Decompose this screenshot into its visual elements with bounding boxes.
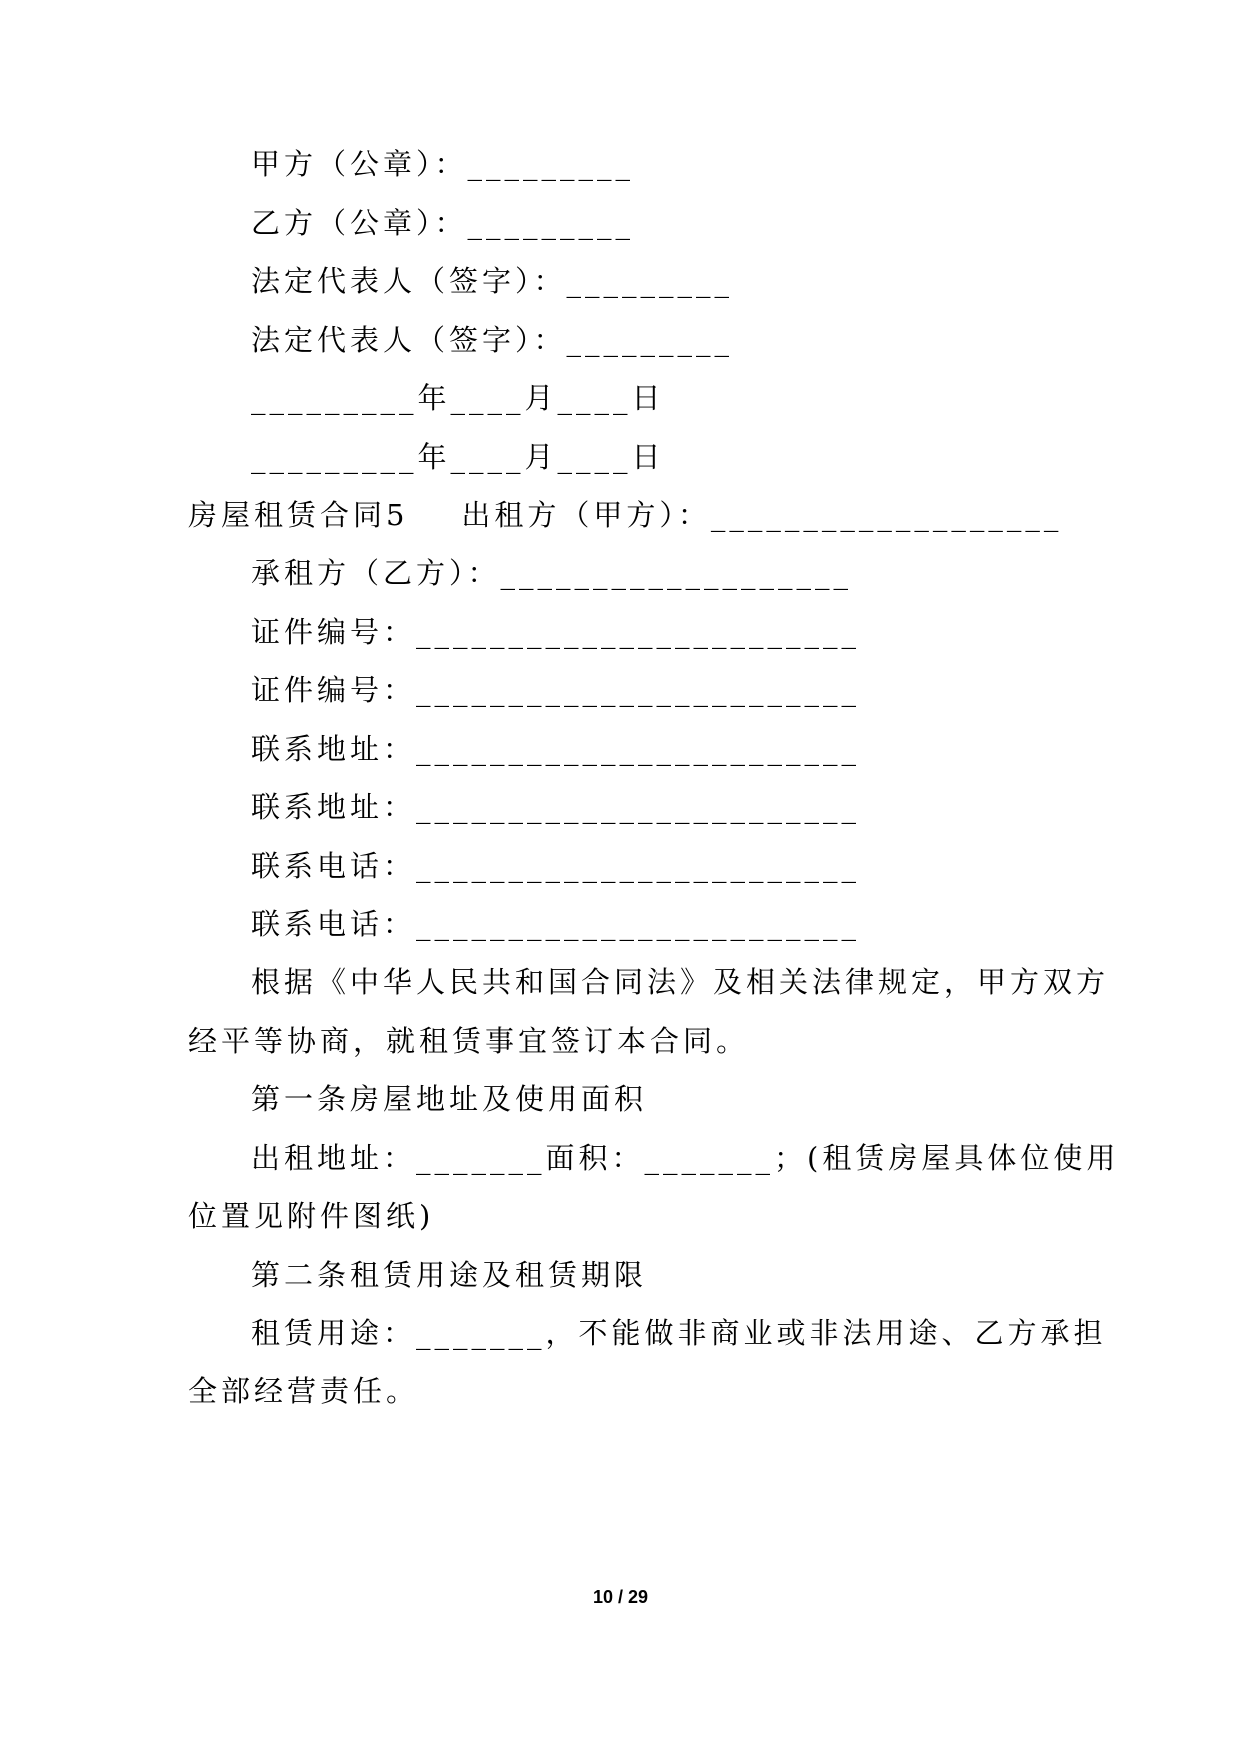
contact-address-line: 联系地址：________________________ (251, 732, 861, 766)
legal-rep-signature-line: 法定代表人（签字）：_________ (251, 323, 734, 357)
contact-address-line: 联系地址：________________________ (251, 790, 861, 824)
date-line: _________年____月____日 (251, 440, 665, 474)
rental-use-line: 租赁用途：_______，不能做非商业或非法用途、乙方承担 (251, 1316, 1107, 1350)
contract-heading-lessor-line: 房屋租赁合同5 出租方（甲方）：___________________ (188, 498, 1063, 532)
party-b-seal-line: 乙方（公章）：_________ (251, 206, 635, 240)
legal-rep-signature-line: 法定代表人（签字）：_________ (251, 264, 734, 298)
rental-address-line: 位置见附件图纸) (188, 1199, 435, 1233)
rental-address-line: 出租地址：_______面积：_______；(租赁房屋具体位使用 (251, 1141, 1120, 1175)
article-heading: 第一条房屋地址及使用面积 (251, 1082, 648, 1116)
lessee-line: 承租方（乙方）：___________________ (251, 556, 853, 590)
date-line: _________年____月____日 (251, 381, 665, 415)
party-a-seal-line: 甲方（公章）：_________ (251, 147, 635, 181)
rental-use-line: 全部经营责任。 (188, 1374, 420, 1408)
preamble-paragraph-line: 经平等协商，就租赁事宜签订本合同。 (188, 1024, 750, 1058)
id-number-line: 证件编号：________________________ (251, 615, 861, 649)
article-heading: 第二条租赁用途及租赁期限 (251, 1258, 648, 1292)
contact-phone-line: 联系电话：________________________ (251, 907, 861, 941)
id-number-line: 证件编号：________________________ (251, 673, 861, 707)
contact-phone-line: 联系电话：________________________ (251, 849, 861, 883)
page-number: 10 / 29 (592, 1587, 649, 1607)
preamble-paragraph-line: 根据《中华人民共和国合同法》及相关法律规定，甲方双方 (251, 965, 1110, 999)
